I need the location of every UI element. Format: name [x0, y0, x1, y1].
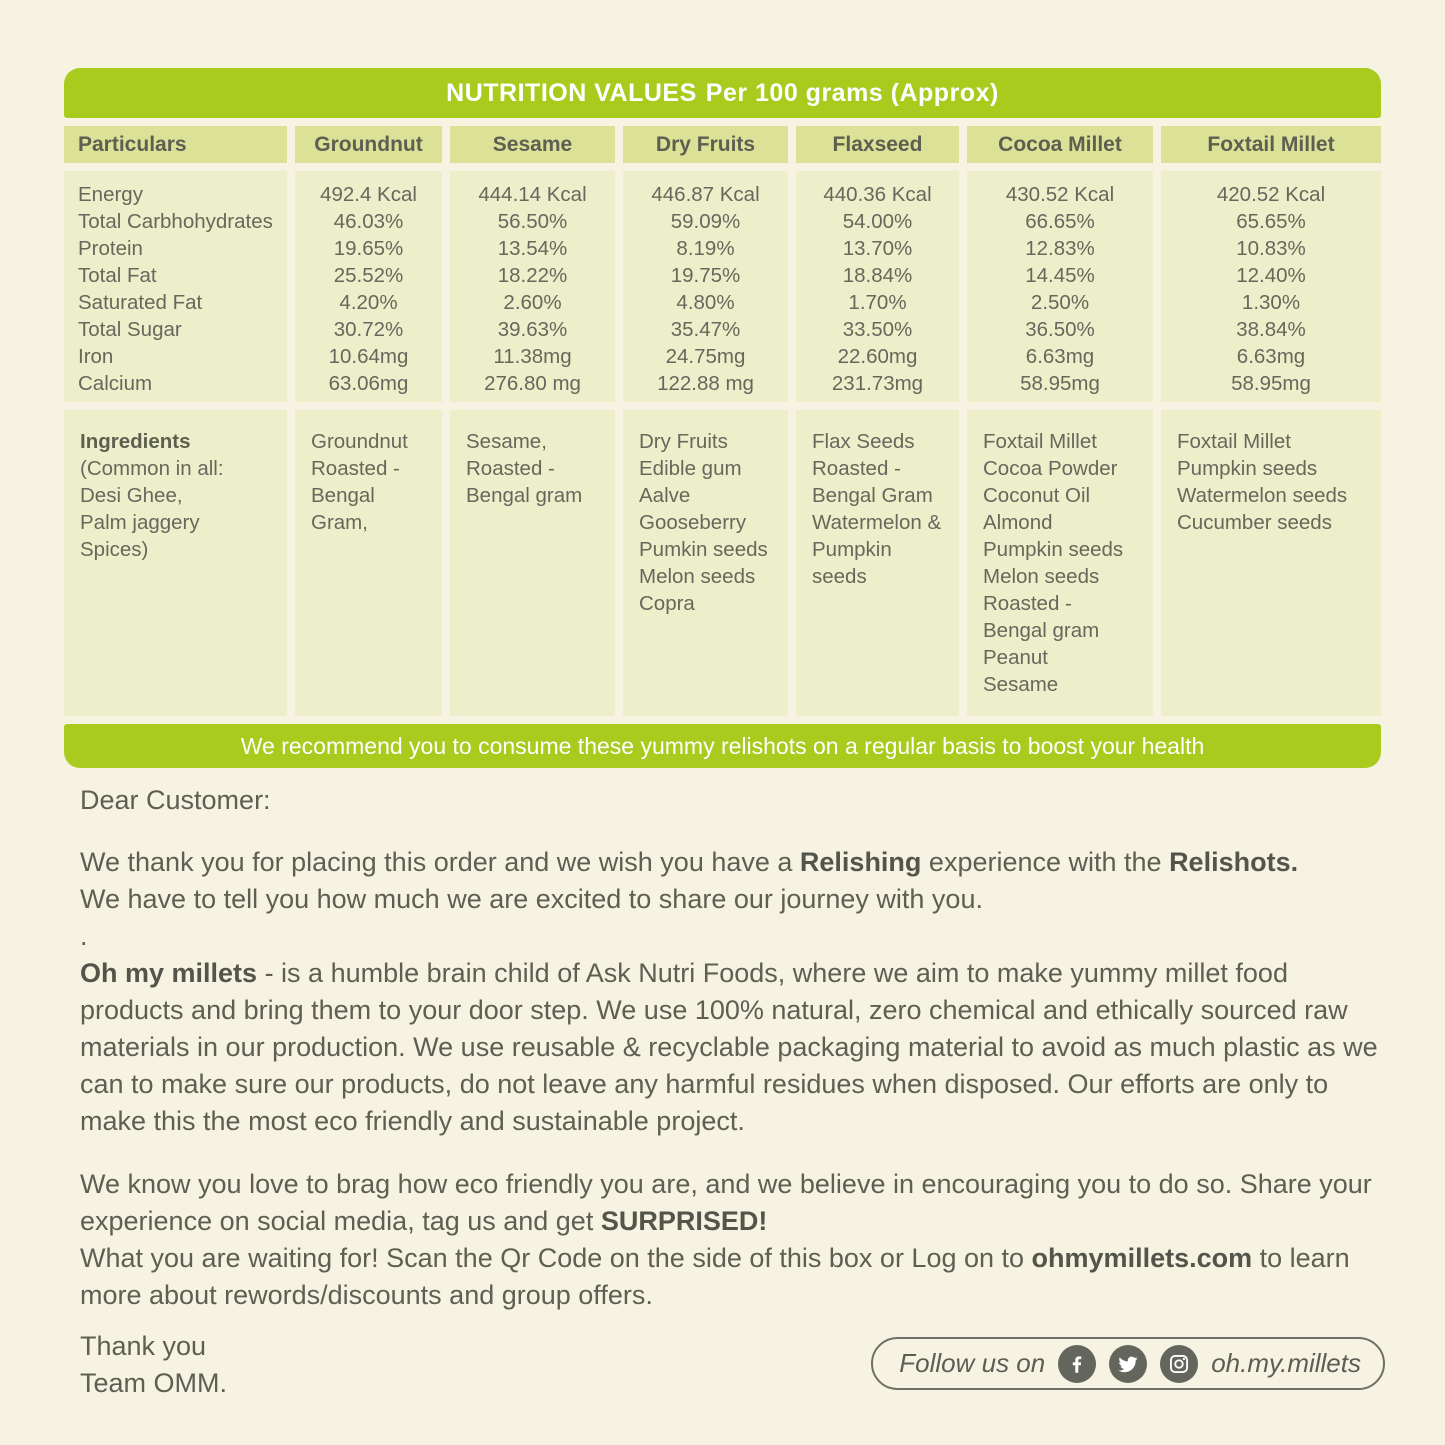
follow-us-pill	[871, 1337, 1385, 1390]
cell-line: 58.95mg	[1020, 372, 1100, 395]
cell-line: 11.38mg	[493, 345, 572, 368]
column-header-sesame: Sesame	[450, 126, 615, 163]
cell-line: 19.75%	[670, 264, 741, 287]
cell-line: Total Carbhohydrates	[78, 210, 273, 233]
letter-bold-surprised: SURPRISED!	[600, 1206, 768, 1236]
cell-line: Iron	[78, 345, 114, 368]
cell-line: Coconut Oil	[983, 484, 1091, 507]
nutrition-table	[64, 68, 1381, 768]
cell-line: Pumpkin seeds	[812, 538, 892, 588]
column-header-cocoa-millet: Cocoa Millet	[967, 126, 1153, 163]
column-header-flaxseed: Flaxseed	[796, 126, 959, 163]
values-cocoa-millet-cell	[967, 171, 1153, 402]
cell-line: Dry Fruits	[639, 430, 728, 453]
nutrition-title: NUTRITION VALUES	[446, 78, 697, 107]
cell-line: 420.52 Kcal	[1216, 183, 1326, 206]
nutrient-labels-cell	[64, 171, 287, 402]
cell-line: 33.50%	[842, 318, 913, 341]
instagram-icon[interactable]	[1160, 1345, 1198, 1383]
cell-line: 46.03%	[333, 210, 404, 233]
letter-text: to learn more about rewords/discounts and group offers.	[80, 1243, 1350, 1310]
nutrition-title-sub: Per 100 grams (Approx)	[705, 78, 999, 107]
letter-text: We know you love to brag how eco friendly you are, and we believe in encouraging you to do so. Share your experience on social media, tag us and get	[80, 1169, 1372, 1236]
values-foxtail-millet-cell	[1161, 171, 1381, 402]
cell-line: Cocoa Powder	[983, 457, 1118, 480]
cell-line: Gooseberry	[639, 511, 747, 534]
recommendation-banner: We recommend you to consume these yummy relishots on a regular basis to boost your health	[64, 724, 1381, 768]
cell-line: 59.09%	[670, 210, 741, 233]
nutrition-title-band	[64, 68, 1381, 118]
cell-line: Roasted -	[812, 457, 901, 480]
cell-line: 30.72%	[333, 318, 404, 341]
twitter-icon[interactable]	[1109, 1345, 1147, 1383]
column-header-foxtail-millet: Foxtail Millet	[1161, 126, 1381, 163]
letter-text: We have to tell you how much we are excited to share our journey with you.	[80, 884, 983, 914]
cell-line: 4.80%	[676, 291, 735, 314]
cell-line: Foxtail Millet	[983, 430, 1097, 453]
cell-line: Bengal gram	[983, 619, 1100, 642]
cell-line: 14.45%	[1025, 264, 1095, 287]
cell-line: 35.47%	[670, 318, 741, 341]
ingredients-common-cell	[64, 410, 287, 716]
letter-bold-relishing: Relishing	[799, 847, 922, 877]
cell-line: 58.95mg	[1231, 372, 1311, 395]
cell-line: Melon seeds	[983, 565, 1100, 588]
cell-line: 4.20%	[339, 291, 398, 314]
cell-line: Almond	[983, 511, 1053, 534]
letter-paragraph-thanks	[80, 844, 1380, 1140]
social-handle: oh.my.millets	[1211, 1348, 1361, 1378]
cell-line: Total Fat	[78, 264, 157, 287]
cell-line: Pumpkin seeds	[983, 538, 1124, 561]
cell-line: 65.65%	[1236, 210, 1306, 233]
cell-line: (Common in all:	[80, 457, 224, 480]
letter-bold-website: ohmymillets.com	[1031, 1243, 1253, 1273]
values-flaxseed-cell	[796, 171, 959, 402]
cell-line: 56.50%	[497, 210, 568, 233]
ingredients-groundnut-cell	[295, 410, 442, 716]
cell-line: 12.83%	[1025, 237, 1095, 260]
letter-text: We thank you for placing this order and we wish you have a	[80, 847, 800, 877]
cell-line: 430.52 Kcal	[1005, 183, 1115, 206]
cell-line: Pumkin seeds	[639, 538, 768, 561]
ingredients-sesame-cell	[450, 410, 615, 716]
cell-line: 18.84%	[842, 264, 913, 287]
cell-line: 444.14 Kcal	[478, 183, 587, 206]
letter-thank-you: Thank you	[80, 1331, 207, 1361]
cell-line: 10.83%	[1236, 237, 1306, 260]
cell-line: 276.80 mg	[484, 372, 581, 395]
cell-line: Protein	[78, 237, 143, 260]
cell-line: 6.63mg	[1236, 345, 1306, 368]
cell-line: Roasted -	[311, 457, 400, 480]
cell-line: 122.88 mg	[657, 372, 754, 395]
ingredients-common-list	[80, 455, 277, 563]
cell-line: Sesame,	[466, 430, 547, 453]
values-sesame-cell	[450, 171, 615, 402]
letter-dot: .	[80, 921, 88, 951]
cell-line: Saturated Fat	[78, 291, 203, 314]
letter-bold-oh-my-millets: Oh my millets	[80, 958, 258, 988]
letter-text: experience with the	[921, 847, 1170, 877]
cell-line: Copra	[639, 592, 695, 615]
cell-line: 446.87 Kcal	[651, 183, 760, 206]
cell-line: Spices)	[80, 538, 149, 561]
cell-line: Roasted -	[466, 457, 555, 480]
cell-line: 2.60%	[503, 291, 562, 314]
cell-line: Bengal gram	[466, 484, 583, 507]
ingredients-flaxseed-cell	[796, 410, 959, 716]
letter-greeting: Dear Customer:	[80, 785, 271, 815]
column-header-groundnut: Groundnut	[295, 126, 442, 163]
cell-line: Peanut	[983, 646, 1048, 669]
cell-line: Energy	[78, 183, 143, 206]
cell-line: Roasted -	[983, 592, 1072, 615]
cell-line: Edible gum	[639, 457, 742, 480]
customer-letter	[80, 782, 1380, 1402]
cell-line: 39.63%	[497, 318, 568, 341]
column-header-dry-fruits: Dry Fruits	[623, 126, 788, 163]
cell-line: 1.70%	[848, 291, 907, 314]
cell-line: 18.22%	[497, 264, 568, 287]
cell-line: 440.36 Kcal	[823, 183, 932, 206]
letter-paragraph-brag	[80, 1166, 1380, 1314]
cell-line: Cucumber seeds	[1177, 511, 1332, 534]
cell-line: 36.50%	[1025, 318, 1095, 341]
cell-line: Groundnut	[311, 430, 408, 453]
cell-line: Watermelon seeds	[1177, 484, 1348, 507]
cell-line: Watermelon &	[812, 511, 942, 534]
cell-line: 63.06mg	[328, 372, 409, 395]
cell-line: 6.63mg	[1025, 345, 1095, 368]
letter-text: - is a humble brain child of Ask Nutri Foods, where we aim to make yummy millet food products and bring them to your door step. We use 100% natural, zero chemical and ethically sourced raw materials in our production. We use reusable & recyclable packaging material to avoid as much plastic as we can to make sure our products, do not leave any harmful residues when disposed. Our efforts are only to make this the most eco friendly and sustainable project.	[80, 958, 1378, 1136]
cell-line: Foxtail Millet	[1177, 430, 1291, 453]
ingredients-cocoa-millet-cell	[967, 410, 1153, 716]
cell-line: 19.65%	[333, 237, 404, 260]
cell-line: 8.19%	[676, 237, 735, 260]
cell-line: 24.75mg	[665, 345, 746, 368]
facebook-icon[interactable]	[1058, 1345, 1096, 1383]
values-dry-fruits-cell	[623, 171, 788, 402]
letter-bold-relishots: Relishots.	[1169, 847, 1299, 877]
cell-line: 54.00%	[842, 210, 913, 233]
cell-line: 231.73mg	[831, 372, 924, 395]
cell-line: Pumpkin seeds	[1177, 457, 1318, 480]
cell-line: 13.70%	[842, 237, 913, 260]
cell-line: Melon seeds	[639, 565, 756, 588]
follow-us-label: Follow us on	[899, 1348, 1046, 1378]
cell-line: Flax Seeds	[812, 430, 915, 453]
letter-text: What you are waiting for! Scan the Qr Code on the side of this box or Log on to	[80, 1243, 1032, 1273]
cell-line: 13.54%	[497, 237, 568, 260]
cell-line: 2.50%	[1030, 291, 1090, 314]
cell-line: 22.60mg	[837, 345, 918, 368]
cell-line: 12.40%	[1236, 264, 1306, 287]
cell-line: Aalve	[639, 484, 691, 507]
values-groundnut-cell	[295, 171, 442, 402]
cell-line: Palm jaggery	[80, 511, 200, 534]
cell-line: 10.64mg	[328, 345, 409, 368]
ingredients-foxtail-millet-cell	[1161, 410, 1381, 716]
cell-line: Desi Ghee,	[80, 484, 183, 507]
cell-line: Calcium	[78, 372, 153, 395]
letter-team-omm: Team OMM.	[80, 1368, 228, 1398]
cell-line: 1.30%	[1241, 291, 1301, 314]
cell-line: 66.65%	[1025, 210, 1095, 233]
cell-line: Bengal Gram	[812, 484, 933, 507]
cell-line: Total Sugar	[78, 318, 182, 341]
cell-line: 38.84%	[1236, 318, 1306, 341]
cell-line: 25.52%	[333, 264, 404, 287]
cell-line: Bengal Gram,	[311, 484, 375, 534]
cell-line: Sesame	[983, 673, 1059, 696]
column-header-particulars: Particulars	[64, 126, 287, 163]
cell-line: 492.4 Kcal	[320, 183, 417, 206]
ingredients-dry-fruits-cell	[623, 410, 788, 716]
ingredients-title: Ingredients	[80, 430, 191, 453]
